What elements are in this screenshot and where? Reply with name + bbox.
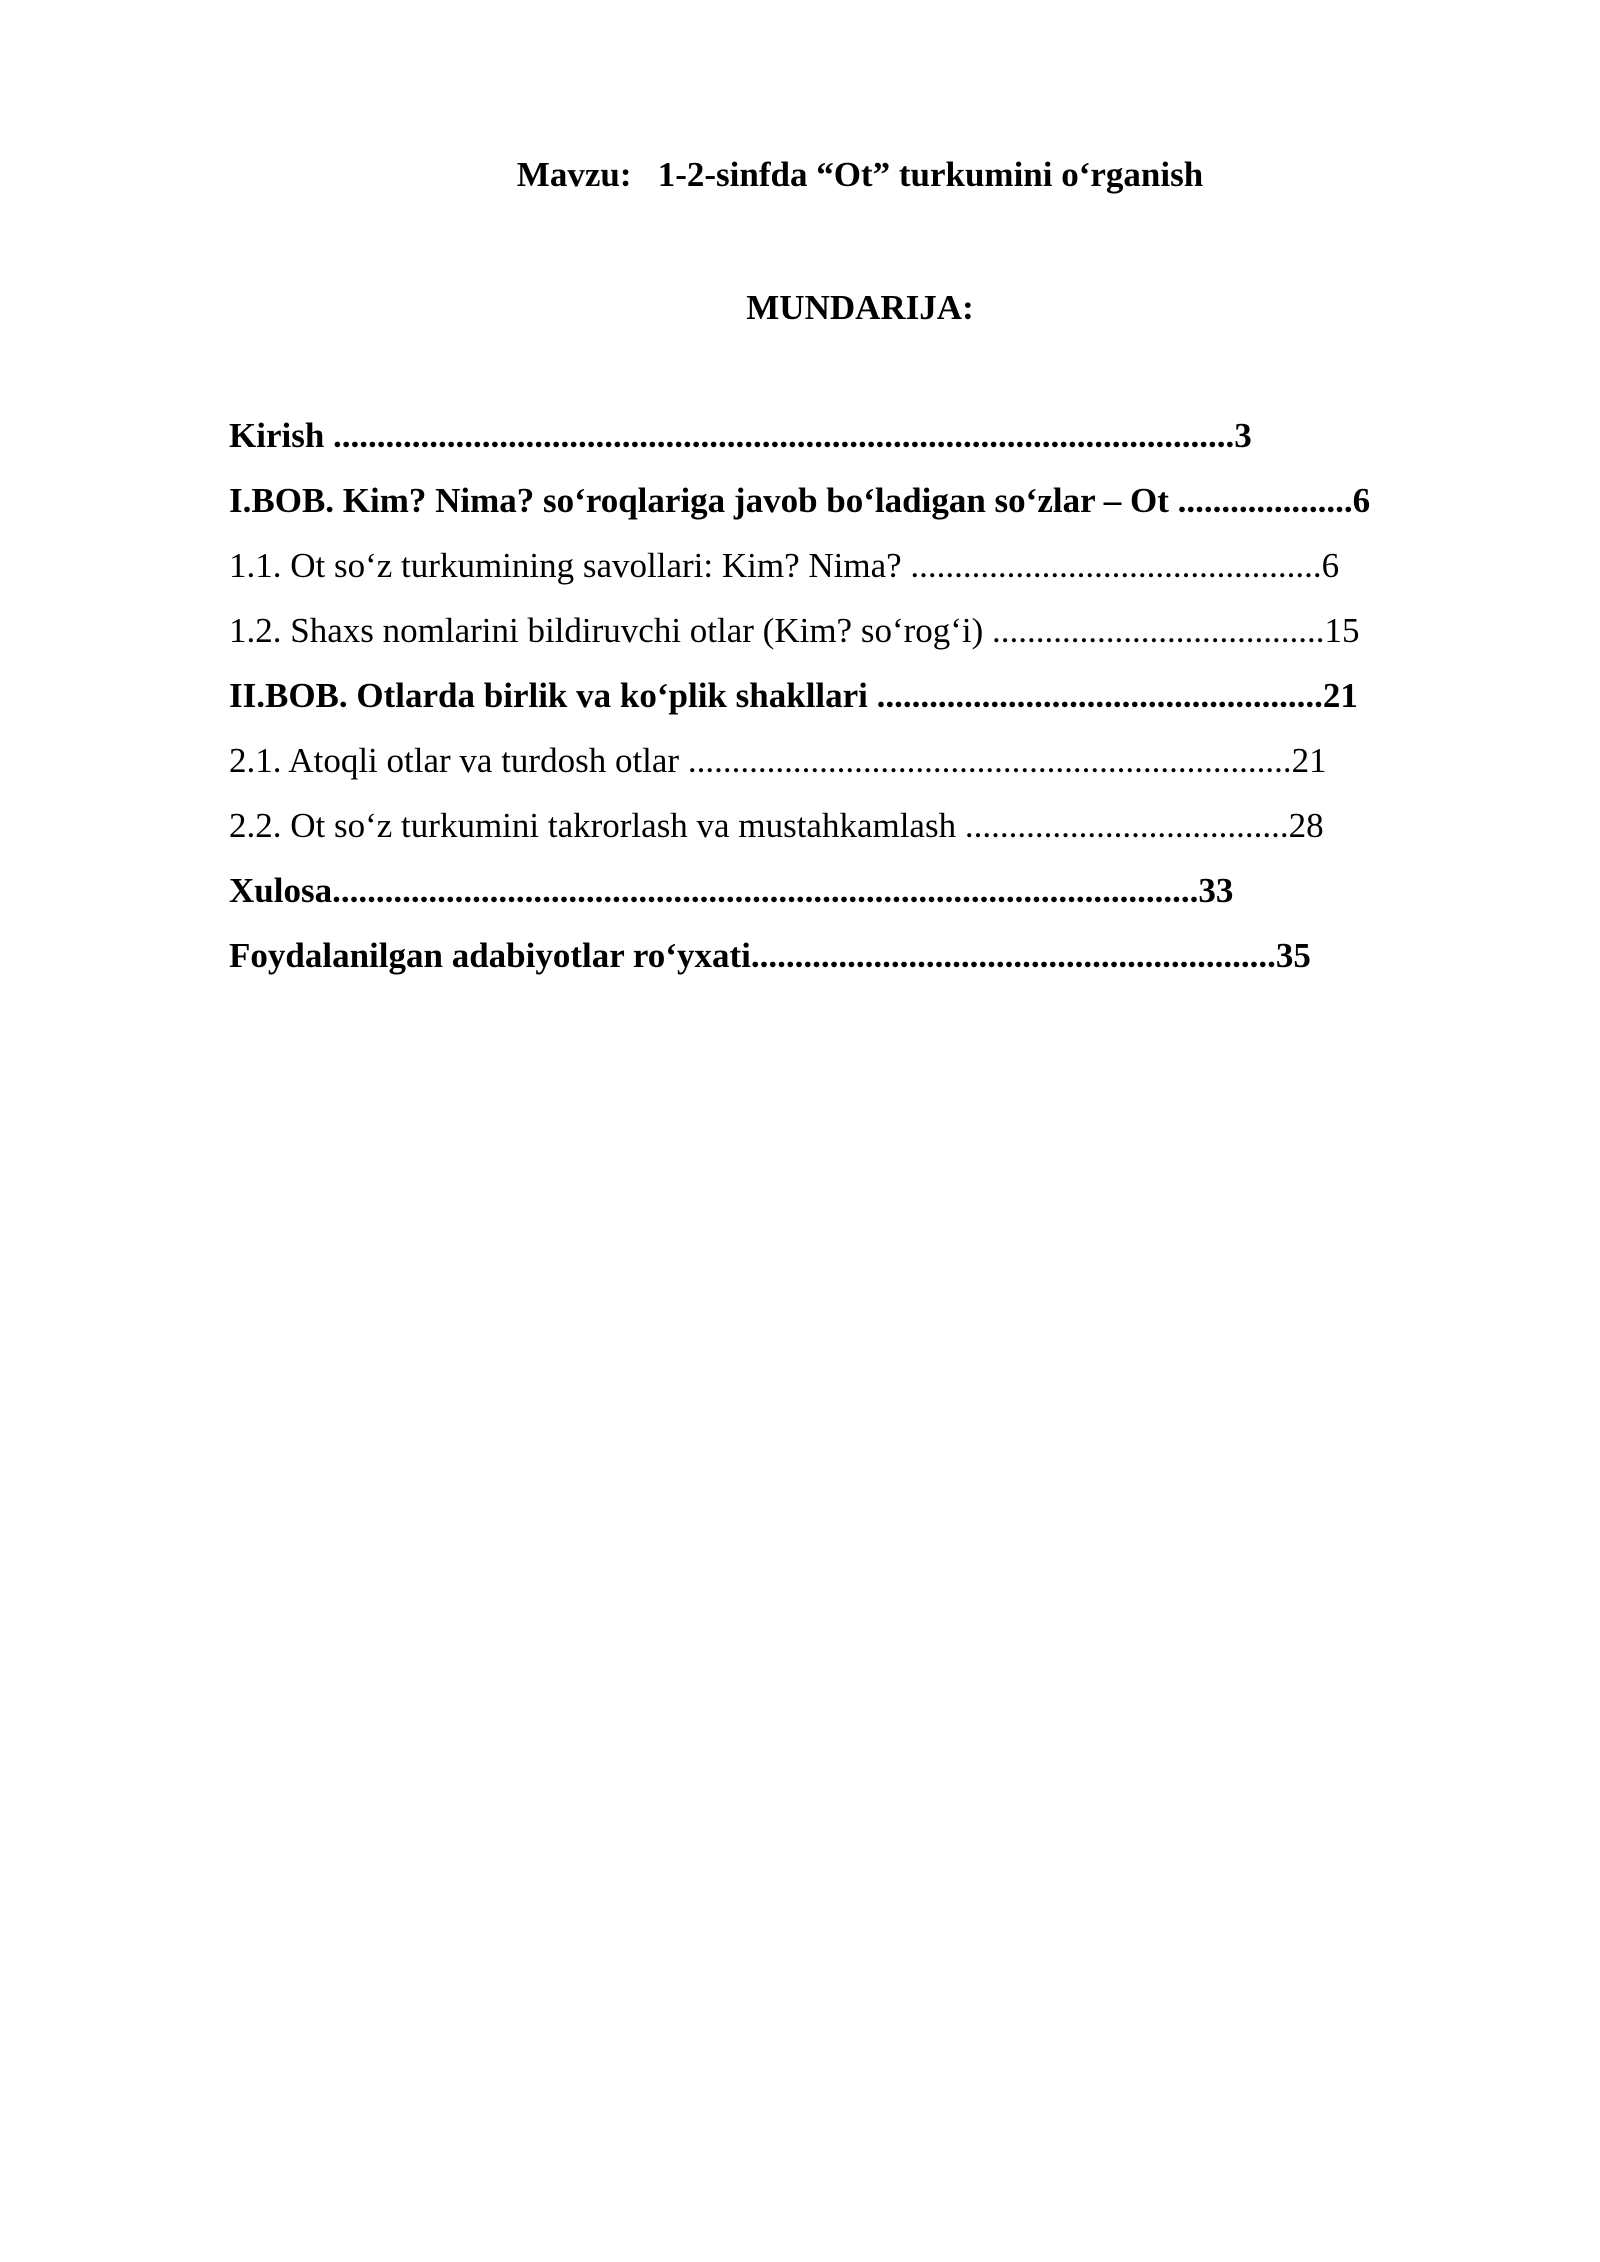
document-title: Mavzu: 1-2-sinfda “Ot” turkumini o‘rganish — [516, 155, 1204, 194]
toc-entry-xulosa: Xulosa...................................................................................................33 — [229, 871, 1234, 910]
toc-entry-references: Foydalanilgan adabiyotlar ro‘yxati............................................................35 — [229, 936, 1311, 975]
toc-entry-chapter-2: II.BOB. Otlarda birlik va ko‘plik shakllari ...................................................21 — [229, 676, 1358, 715]
toc-entry-chapter-1: I.BOB. Kim? Nima? so‘roqlariga javob bo‘ladigan so‘zlar – Ot ....................6 — [229, 481, 1371, 520]
toc-heading: MUNDARIJA: — [746, 288, 974, 327]
toc-entry-section-1-2: 1.2. Shaxs nomlarini bildiruvchi otlar (Kim? so‘rog‘i) ......................................15 — [229, 611, 1360, 650]
toc-entry-kirish: Kirish .......................................................................................................3 — [229, 416, 1252, 455]
toc-entry-section-2-1: 2.1. Atoqli otlar va turdosh otlar .....................................................................21 — [229, 741, 1327, 780]
table-of-contents — [229, 414, 1529, 999]
toc-entry-section-2-2: 2.2. Ot so‘z turkumini takrorlash va mustahkamlash .....................................28 — [229, 806, 1324, 845]
toc-entry-section-1-1: 1.1. Ot so‘z turkumining savollari: Kim? Nima? ...............................................6 — [229, 546, 1340, 585]
